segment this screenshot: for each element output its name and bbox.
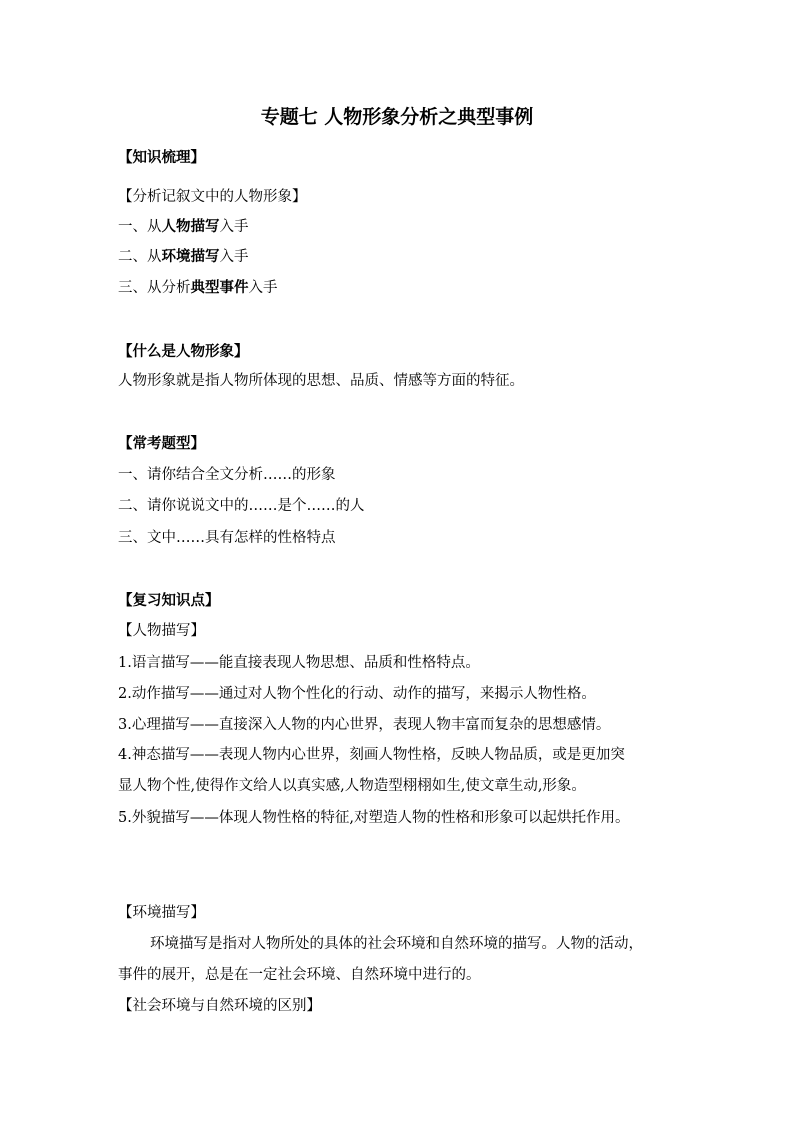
review-item-5: 5.外貌描写——体现人物性格的特征,对塑造人物的性格和形象可以起烘托作用。: [118, 810, 630, 826]
environment-heading: 【环境描写】: [118, 905, 205, 921]
review-item-4b: 显人物个性,使得作文给人以真实感,人物造型栩栩如生,使文章生动,形象。: [118, 778, 586, 794]
item-suffix: 入手: [219, 219, 249, 235]
question-type-2: 二、请你说说文中的……是个……的人: [118, 498, 365, 514]
item-bold: 环境描写: [161, 248, 220, 265]
knowledge-heading: 【知识梳理】: [118, 149, 205, 166]
knowledge-item-3: [118, 277, 278, 299]
environment-paragraph-line-2: 事件的展开，总是在一定社会环境、自然环境中进行的。: [118, 967, 481, 983]
environment-paragraph-line-1: 环境描写是指对人物所处的具体的社会环境和自然环境的描写。人物的活动，: [150, 936, 643, 952]
review-heading: 【复习知识点】: [118, 592, 220, 609]
review-item-3: 3.心理描写——直接深入人物的内心世界，表现人物丰富而复杂的思想感情。: [118, 717, 611, 733]
knowledge-item-1: [118, 216, 249, 238]
what-is-text: 人物形象就是指人物所体现的思想、品质、情感等方面的特征。: [118, 373, 524, 389]
question-type-3: 三、文中……具有怎样的性格特点: [118, 530, 336, 546]
knowledge-subheading: 【分析记叙文中的人物形象】: [118, 189, 307, 205]
page-title: 专题七 人物形象分析之典型事例: [260, 106, 534, 128]
environment-subheading: 【社会环境与自然环境的区别】: [118, 998, 321, 1014]
review-item-4a: 4.神态描写——表现人物内心世界，刻画人物性格，反映人物品质，或是更加突: [118, 747, 625, 763]
review-item-1: 1.语言描写——能直接表现人物思想、品质和性格特点。: [118, 655, 480, 671]
item-suffix: 入手: [219, 249, 249, 265]
question-type-1: 一、请你结合全文分析……的形象: [118, 467, 336, 483]
what-is-heading: 【什么是人物形象】: [118, 343, 249, 360]
item-bold: 人物描写: [161, 218, 220, 235]
review-item-2: 2.动作描写——通过对人物个性化的行动、动作的描写，来揭示人物性格。: [118, 686, 596, 702]
question-types-heading: 【常考题型】: [118, 435, 205, 452]
item-prefix: 二、从: [118, 249, 162, 265]
item-prefix: 三、从分析: [118, 280, 191, 296]
knowledge-item-2: [118, 246, 249, 268]
item-prefix: 一、从: [118, 219, 162, 235]
review-subheading: 【人物描写】: [118, 623, 205, 639]
item-bold: 典型事件: [190, 279, 249, 296]
item-suffix: 入手: [248, 280, 278, 296]
